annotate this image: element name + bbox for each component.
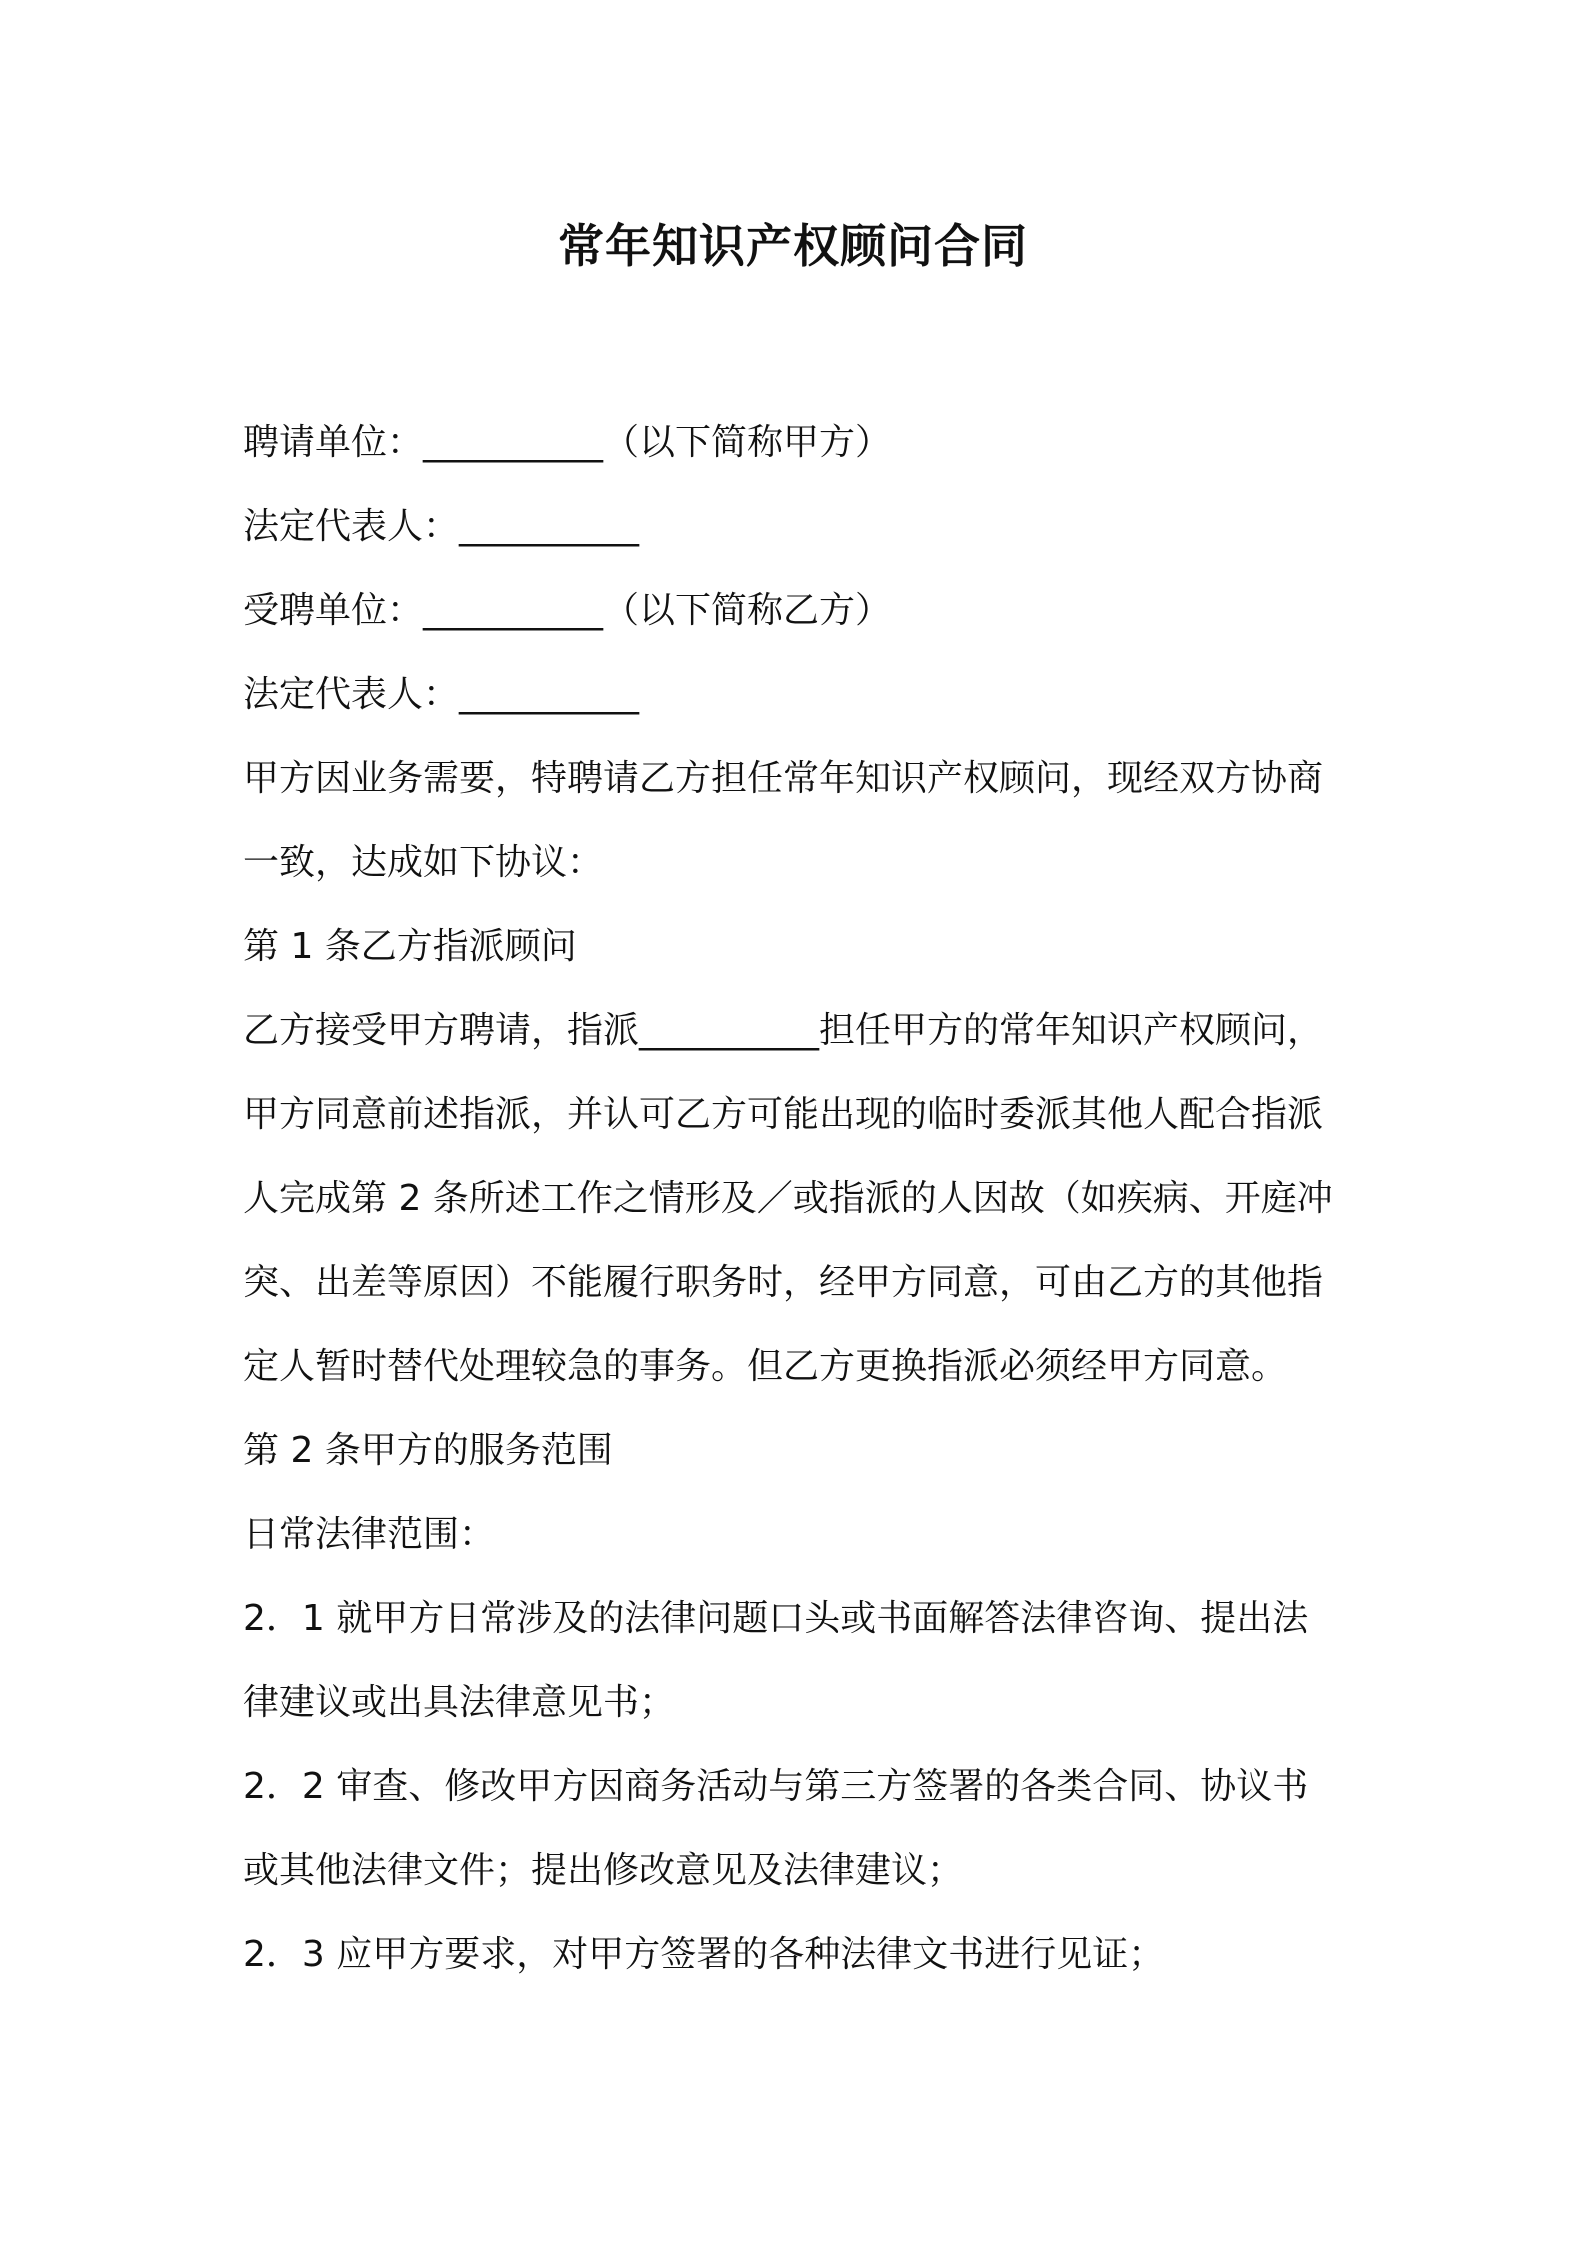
- text-line: 律建议或出具法律意见书；: [243, 1682, 676, 1723]
- text-line: 法定代表人：__________: [243, 506, 640, 547]
- text-line: 乙方接受甲方聘请，指派__________担任甲方的常年知识产权顾问，: [243, 1010, 1324, 1051]
- text-line: 2．3 应甲方要求，对甲方签署的各种法律文书进行见证；: [243, 1934, 1165, 1975]
- text-line: 人完成第 2 条所述工作之情形及／或指派的人因故（如疾病、开庭冲: [243, 1178, 1333, 1219]
- text-line: 甲方同意前述指派，并认可乙方可能出现的临时委派其他人配合指派: [243, 1094, 1324, 1135]
- text-line: 法定代表人：__________: [243, 674, 640, 715]
- text-line: 或其他法律文件；提出修改意见及法律建议；: [243, 1850, 964, 1891]
- section-heading: 第 1 条乙方指派顾问: [243, 926, 577, 967]
- text-line: 定人暂时替代处理较急的事务。但乙方更换指派必须经甲方同意。: [243, 1346, 1288, 1387]
- text-line: 聘请单位：__________（以下简称甲方）: [243, 422, 892, 463]
- text-line: 2．1 就甲方日常涉及的法律问题口头或书面解答法律咨询、提出法: [243, 1598, 1309, 1639]
- document-body: [243, 401, 1363, 1997]
- text-line: 日常法律范围：: [243, 1514, 496, 1555]
- text-line: 突、出差等原因）不能履行职务时，经甲方同意，可由乙方的其他指: [243, 1262, 1324, 1303]
- section-heading: 第 2 条甲方的服务范围: [243, 1430, 613, 1471]
- text-line: 甲方因业务需要，特聘请乙方担任常年知识产权顾问，现经双方协商: [243, 758, 1324, 799]
- page-title: 常年知识产权顾问合同: [558, 219, 1028, 273]
- text-line: 一致，达成如下协议：: [243, 842, 604, 883]
- text-line: 受聘单位：__________（以下简称乙方）: [243, 590, 892, 631]
- text-line: 2．2 审查、修改甲方因商务活动与第三方签署的各类合同、协议书: [243, 1766, 1309, 1807]
